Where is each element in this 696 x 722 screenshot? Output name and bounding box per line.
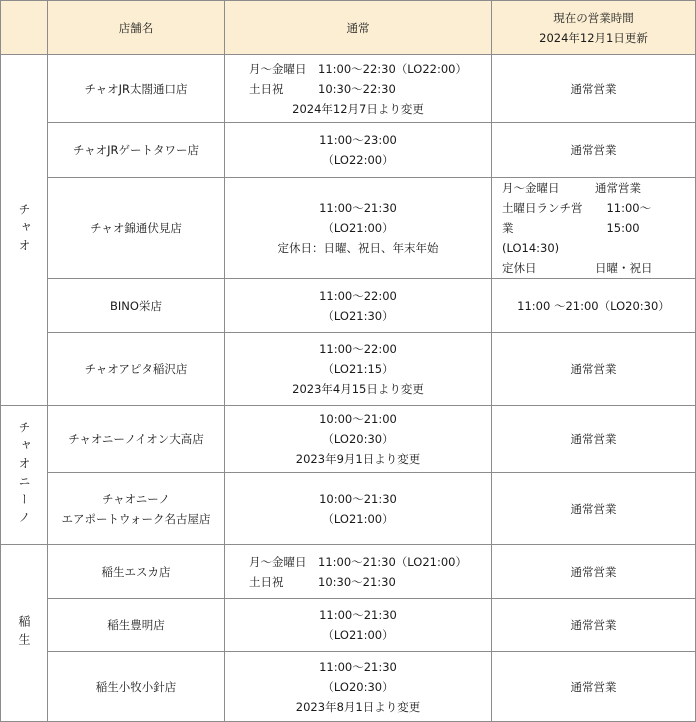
header-regular-hours: 通常 <box>225 1 492 55</box>
hours-change-note: 2023年9月1日より変更 <box>295 452 421 466</box>
regular-hours <box>225 123 492 178</box>
table-row <box>1 333 696 406</box>
hours-line: 11:00～21:30 <box>319 659 397 674</box>
regular-hours <box>225 652 492 722</box>
current-status: 通常営業 <box>492 55 696 123</box>
status-detail-row <box>502 258 683 278</box>
table-row <box>1 473 696 545</box>
hours-last-order: （LO21:00） <box>322 511 394 526</box>
current-status: 通常営業 <box>492 406 696 473</box>
hours-last-order: （LO20:30） <box>322 432 394 446</box>
store-name: チャオJRゲートタワー店 <box>48 123 225 178</box>
regular-hours <box>225 406 492 473</box>
store-name <box>48 473 225 545</box>
table-row <box>1 123 696 178</box>
hours-line: 11:00～22:00 <box>319 342 397 356</box>
group-label-inou: 稲生 <box>1 545 48 722</box>
current-status: 通常営業 <box>492 652 696 722</box>
hours-line: 11:00～21:30 <box>319 608 397 622</box>
regular-hours <box>225 545 492 599</box>
table-row <box>1 652 696 722</box>
hours-last-order: （LO22:00） <box>322 153 394 167</box>
regular-hours <box>225 178 492 279</box>
current-status: 通常営業 <box>492 545 696 599</box>
hours-last-order: （LO20:30） <box>322 679 394 694</box>
store-name: チャオニーノイオン大高店 <box>48 406 225 473</box>
header-updated-date: 2024年12月1日更新 <box>539 30 648 45</box>
store-name: 稲生小牧小針店 <box>48 652 225 722</box>
hours-change-note: 2023年8月1日より変更 <box>295 699 421 714</box>
hours-line: 11:00～23:00 <box>319 133 397 147</box>
group-label-ciao: チャオ <box>1 55 48 406</box>
store-name: チャオ錦通伏見店 <box>48 178 225 279</box>
hours-line: 11:00～22:00 <box>319 288 397 303</box>
hours-line: 11:00～21:30 <box>319 201 397 215</box>
current-status: 通常営業 <box>492 599 696 652</box>
hours-change-note: 2024年12月7日より変更 <box>292 101 424 116</box>
store-name: チャオアピタ稲沢店 <box>48 333 225 406</box>
closed-days-note: 定休日：日曜、祝日、年末年始 <box>277 241 439 255</box>
hours-last-order: （LO21:15） <box>322 362 394 376</box>
current-status-detail <box>492 178 696 279</box>
hours-line: 10:00～21:00 <box>319 412 397 426</box>
table-row <box>1 55 696 123</box>
regular-hours <box>225 599 492 652</box>
status-detail-key: 定休日 <box>502 261 537 275</box>
store-name: 稲生豊明店 <box>48 599 225 652</box>
status-detail-key: (LO14:30) <box>502 241 560 255</box>
table-row <box>1 599 696 652</box>
store-name: BINO栄店 <box>48 279 225 333</box>
store-name: 稲生エスカ店 <box>48 545 225 599</box>
regular-hours <box>225 279 492 333</box>
regular-hours <box>225 333 492 406</box>
hours-block <box>249 59 467 99</box>
hours-last-order: （LO21:30） <box>322 308 394 323</box>
hours-line: 土日祝 10:30～21:30 <box>249 574 396 589</box>
status-detail-row <box>502 198 683 238</box>
hours-block <box>249 552 467 592</box>
status-detail-key: 月～金曜日 <box>502 181 560 195</box>
status-detail-value: 通常営業 <box>595 181 641 195</box>
current-status: 通常営業 <box>492 473 696 545</box>
hours-line: 土日祝 10:30～22:30 <box>249 81 396 96</box>
status-detail-value: 11:00～15:00 <box>606 201 652 235</box>
current-status: 通常営業 <box>492 333 696 406</box>
status-detail-row <box>502 238 683 258</box>
header-group-cell <box>1 1 48 55</box>
store-name-line: エアポートウォーク名古屋店 <box>61 511 211 526</box>
hours-last-order: （LO21:00） <box>322 628 394 642</box>
hours-change-note: 2023年4月15日より変更 <box>292 382 424 396</box>
table-row <box>1 279 696 333</box>
status-detail-key: 土曜日ランチ営業 <box>502 201 583 235</box>
hours-line: 10:00～21:30 <box>319 491 397 506</box>
header-current-hours-title: 現在の営業時間 <box>553 10 634 25</box>
store-name-line: チャオニーノ <box>102 491 170 506</box>
header-current-hours <box>492 1 696 55</box>
status-detail-row <box>502 178 683 198</box>
header-store-name: 店舗名 <box>48 1 225 55</box>
hours-last-order: （LO21:00） <box>322 221 394 235</box>
current-status: 通常営業 <box>492 123 696 178</box>
table-header-row <box>1 1 696 55</box>
regular-hours <box>225 473 492 545</box>
hours-line: 月～金曜日 11:00～22:30（LO22:00） <box>249 61 467 76</box>
regular-hours <box>225 55 492 123</box>
table-row <box>1 545 696 599</box>
hours-line: 月～金曜日 11:00～21:30（LO21:00） <box>249 554 467 569</box>
status-detail-value: 日曜・祝日 <box>595 261 653 275</box>
table-row <box>1 178 696 279</box>
group-label-ciao-nino: チャオニーノ <box>1 406 48 545</box>
current-status: 11:00 ～21:00（LO20:30） <box>492 279 696 333</box>
table-row <box>1 406 696 473</box>
store-name: チャオJR太閤通口店 <box>48 55 225 123</box>
